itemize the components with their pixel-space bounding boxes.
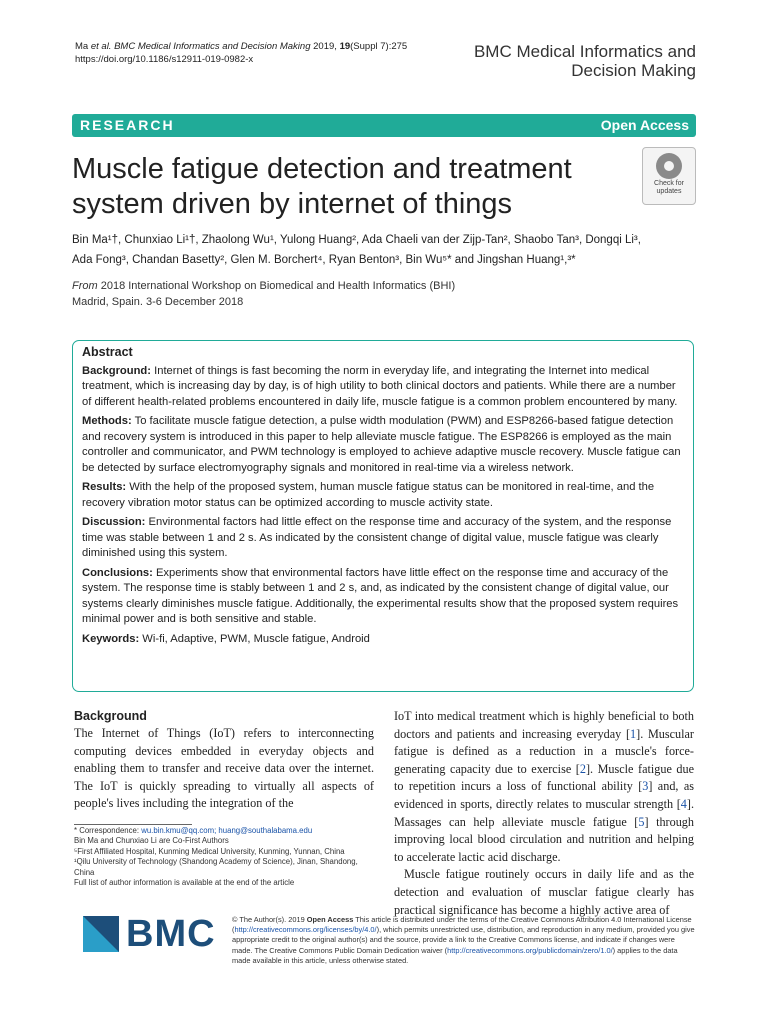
abstract-discussion (82, 515, 685, 562)
journal-name (474, 42, 696, 80)
reference-link-1[interactable]: 1 (630, 726, 637, 741)
body-text-segment: IoT into medical treatment which is highly beneficial to both doctors and patients and increasing everyday [ (394, 709, 694, 741)
abstract-box (72, 340, 694, 692)
from-label: From (72, 280, 98, 292)
body-text-segment: ] and, as evidenced in sports, directly relates to muscular strength [ (394, 779, 695, 811)
affiliation-1: ¹Qilu University of Technology (Shandong Academy of Science), Jinan, Shandong, China (74, 857, 358, 877)
article-title: Muscle fatigue detection and treatment system driven by internet of things (72, 153, 572, 220)
abstract-conclusions-label: Conclusions: (82, 566, 153, 579)
background-heading: Background (74, 709, 147, 723)
reference-link-5[interactable]: 5 (638, 814, 645, 829)
abstract-results-text: With the help of the proposed system, human muscle fatigue status can be monitored in real-time, and the recovery vibration motor status can be optimized according to muscle activity state. (82, 481, 655, 509)
body-text-segment: ]. Massages can help alleviate muscle fatigue [ (394, 796, 694, 829)
citation-journal: et al. BMC Medical Informatics and Decision Making (90, 41, 311, 52)
abstract-background (82, 364, 685, 411)
cofirst-note: Bin Ma and Chunxiao Li are Co-First Authors (74, 836, 229, 846)
abstract-methods (82, 414, 685, 476)
section-label: RESEARCH (80, 117, 175, 133)
correspondence-label: * Correspondence: (74, 826, 142, 835)
license-segment: ) applies to the data made available in this article, unless otherwise stated. (232, 945, 678, 965)
author-list (72, 230, 692, 270)
body-paragraph-3: Muscle fatigue routinely occurs in daily life and as the detection and evaluation of musclar fatigue clearly has practical significance has become a highly active area of (394, 867, 694, 917)
reference-link-2[interactable]: 2 (579, 761, 586, 776)
license-copyright: © The Author(s). 2019 (232, 915, 307, 924)
abstract-background-text: Internet of things is fast becoming the norm in everyday life, and integrating the Internet into medical treatment, which is increasing day by day, is of high utility to both clinical doctors and patients. While there are a number of different health-related problems encountered in daily life, muscle fatigue is a common problem encountered by many. (82, 364, 678, 408)
footnotes (74, 826, 379, 888)
reference-link-4[interactable]: 4 (680, 796, 687, 811)
body-column-right (394, 708, 694, 919)
abstract-keywords-label: Keywords: (82, 632, 140, 645)
abstract-keywords-text: Wi-fi, Adaptive, PWM, Muscle fatigue, Android (139, 632, 370, 645)
journal-name-line1: BMC Medical Informatics and (473, 42, 696, 61)
bmc-logo-text: BMC (126, 913, 216, 955)
body-paragraph-1: The Internet of Things (IoT) refers to interconnecting computing devices embedded in everyday objects and enabling them to transfer and receive data over the internet. The IoT is quickly spreading to virtually all aspects of people's lives including the integration of the (74, 726, 374, 811)
badge-line2: updates (656, 188, 682, 195)
license-open-access: Open Access (306, 915, 354, 924)
reference-link-3[interactable]: 3 (642, 779, 649, 794)
body-paragraph-2 (394, 708, 694, 866)
check-for-updates-badge[interactable] (642, 147, 696, 205)
conference-info (72, 278, 692, 310)
abstract-methods-label: Methods: (82, 415, 132, 427)
doi-link[interactable]: https://doi.org/10.1186/s12911-019-0982-x (75, 54, 254, 65)
citation-issue: (Suppl 7):275 (350, 41, 408, 52)
footnote-divider (74, 824, 192, 825)
body-text-segment: ]. Muscular fatigue is defined as a reduction in a muscle's force-generating capacity due to exercise [ (394, 726, 694, 776)
open-access-label: Open Access (600, 117, 689, 133)
license-link-zero[interactable]: http://creativecommons.org/publicdomain/zero/1.0/ (447, 945, 613, 955)
affiliation-5: ⁵First Affiliated Hospital, Kunming Medical University, Kunming, Yunnan, China (74, 846, 345, 856)
citation-volume: 19 (339, 41, 351, 52)
section-banner (72, 114, 696, 137)
license-text (232, 915, 696, 966)
authors-line2: Ada Fong³, Chandan Basetty², Glen M. Borchert⁴, Ryan Benton³, Bin Wu⁵* and Jingshan Huang¹,³* (72, 254, 576, 266)
conference-location: Madrid, Spain. 3-6 December 2018 (72, 296, 244, 308)
citation-year: 2019, (310, 41, 340, 52)
journal-name-line2: Decision Making (571, 61, 696, 80)
abstract-results-label: Results: (82, 481, 127, 493)
abstract-heading: Abstract (82, 345, 133, 359)
authors-line1: Bin Ma¹†, Chunxiao Li¹†, Zhaolong Wu¹, Yulong Huang², Ada Chaeli van der Zijp-Tan², Shaobo Tan³, Dongqi Li³, (72, 234, 641, 246)
license-link-by[interactable]: http://creativecommons.org/licenses/by/4.0/ (234, 925, 377, 935)
conference-name: 2018 International Workshop on Biomedical and Health Informatics (BHI) (97, 280, 456, 292)
citation-authors: Ma (75, 41, 91, 52)
body-text-segment: ] through improving local blood circulation and nutrition and helping to accelerate lactic acid discharge. (394, 814, 694, 864)
badge-line1: Check for (654, 180, 684, 187)
abstract-discussion-text: Environmental factors had little effect on the response time and accuracy of the system, and the response time was stable between 1 and 2 s. As indicated by the consistent change of digital value, muscle fatigue was clearly diminished using this system. (82, 516, 672, 559)
abstract-conclusions-text: Experiments show that environmental factors have little effect on the response time and accuracy of the system. The response time is stably between 1 and 2 s, and, as indicated by the consistent change of digital value, our systems clearly diminishes muscle fatigue. Additionally, the experimental results show that the proposed system requires minimal power and is both sensitive and stable. (82, 566, 679, 625)
abstract-background-label: Background: (82, 364, 151, 377)
citation-header (75, 40, 407, 66)
abstract-keywords (82, 632, 685, 648)
license-segment: ), which permits unrestricted use, distribution, and reproduction in any medium, provided you give appropriate credit to the original author(s) and the source, provide a link to the Creative Commons license, and indicate if changes were made. The Creative Commons Public Domain Dedication waiver ( (232, 925, 695, 955)
body-text-segment: ]. Muscle fatigue due to repetition incurs a loss of functional ability [ (394, 761, 695, 794)
abstract-discussion-label: Discussion: (82, 516, 146, 528)
crossmark-icon (656, 153, 682, 179)
abstract-results (82, 480, 685, 511)
body-column-left (74, 708, 374, 813)
license-segment: This article is distributed under the terms of the Creative Commons Attribution 4.0 International License ( (232, 915, 692, 935)
abstract-conclusions (82, 566, 685, 628)
author-info-note: Full list of author information is available at the end of the article (74, 878, 295, 888)
abstract-methods-text: To facilitate muscle fatigue detection, a pulse width modulation (PWM) and ESP8266-based fatigue detection and recovery system is introduced in this paper to help alleviate muscle fatigue. The ESP8266 is employed as the main controller and communicator, and PWM technology is employed to achieve adaptive muscle recovery. Muscle fatigue can be detected by surface electromyography signals and monitored in real-time via a wireless network. (82, 415, 681, 474)
correspondence-emails[interactable]: wu.bin.kmu@qq.com; huang@southalabama.edu (141, 826, 313, 835)
